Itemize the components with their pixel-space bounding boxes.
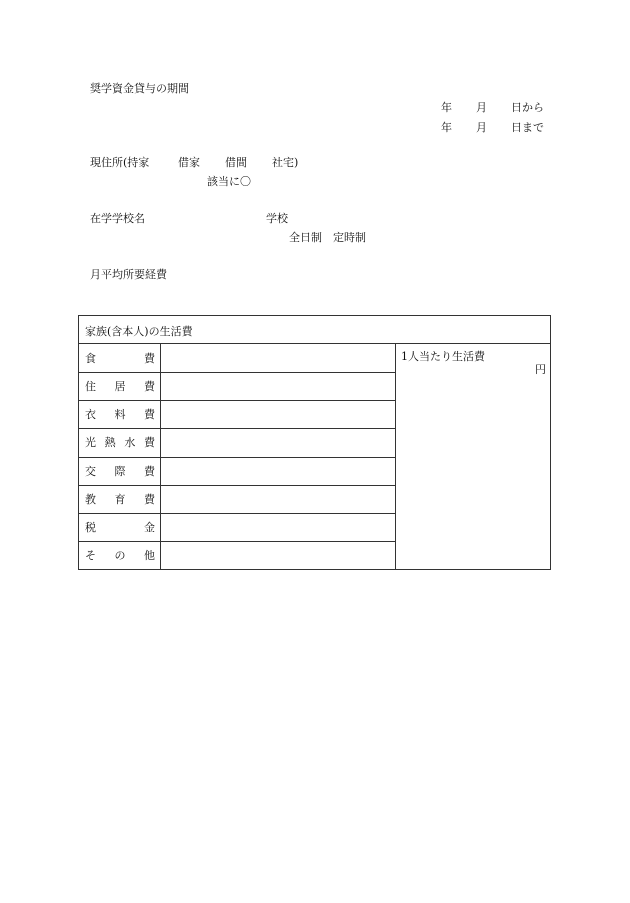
row-label-char: 金 xyxy=(144,521,155,534)
row-label-char: 費 xyxy=(144,408,155,421)
loan-period-label: 奨学資金貸与の期間 xyxy=(90,82,189,95)
loan-period-from xyxy=(0,99,630,113)
table-header: 家族(含本人)の生活費 xyxy=(79,316,550,344)
residence-label: 現住所(持家 xyxy=(90,156,150,169)
table-row-label xyxy=(79,428,160,456)
to-month: 月 xyxy=(476,121,487,134)
from-year: 年 xyxy=(441,101,452,114)
school-suffix: 学校 xyxy=(266,212,288,225)
row-label-char: 費 xyxy=(144,352,155,365)
row-label-char: 際 xyxy=(114,465,126,478)
to-day: 日まで xyxy=(511,121,544,134)
row-label-char: 費 xyxy=(144,465,155,478)
to-year: 年 xyxy=(441,121,452,134)
row-label-char: 費 xyxy=(144,380,155,393)
table-row-label xyxy=(79,372,160,400)
residence-option-rented-room: 借間 xyxy=(225,156,247,169)
residence-option-rented-house: 借家 xyxy=(178,156,200,169)
row-label-char: 居 xyxy=(114,380,126,393)
table-row-label xyxy=(79,541,160,569)
row-label-char: 住 xyxy=(85,380,96,393)
living-cost-table xyxy=(78,315,551,570)
row-label-char: 税 xyxy=(85,521,96,534)
from-day: 日から xyxy=(511,101,544,114)
row-label-char: 料 xyxy=(114,408,126,421)
loan-period-to xyxy=(0,119,630,133)
row-label-char: 育 xyxy=(114,493,126,506)
table-row-label xyxy=(79,457,160,485)
table-row-label xyxy=(79,485,160,513)
table-row-label xyxy=(79,513,160,541)
row-label-char: 交 xyxy=(85,465,96,478)
school-types: 全日制 定時制 xyxy=(289,231,366,244)
row-label-char: そ xyxy=(85,549,96,562)
residence-note: 該当に〇 xyxy=(207,175,251,188)
row-label-char: 食 xyxy=(85,352,96,365)
row-label-char: 他 xyxy=(144,549,155,562)
residence-option-company-house: 社宅) xyxy=(272,156,299,169)
table-row-label xyxy=(79,344,160,372)
per-capita-label: 1人当たり生活費 xyxy=(401,350,485,363)
row-label-char: 衣 xyxy=(85,408,96,421)
row-label-char: 水 xyxy=(124,436,136,449)
expenses-label: 月平均所要経費 xyxy=(90,268,167,281)
row-label-char: 教 xyxy=(85,493,96,506)
row-label-char: 費 xyxy=(143,436,155,449)
from-month: 月 xyxy=(476,101,487,114)
row-label-char: 光 xyxy=(85,436,96,449)
school-label: 在学学校名 xyxy=(90,212,145,225)
row-label-char: 費 xyxy=(144,493,155,506)
table-row-label xyxy=(79,400,160,428)
per-capita-unit: 円 xyxy=(535,363,546,376)
row-label-char: の xyxy=(114,549,126,562)
row-label-char: 熱 xyxy=(104,436,116,449)
